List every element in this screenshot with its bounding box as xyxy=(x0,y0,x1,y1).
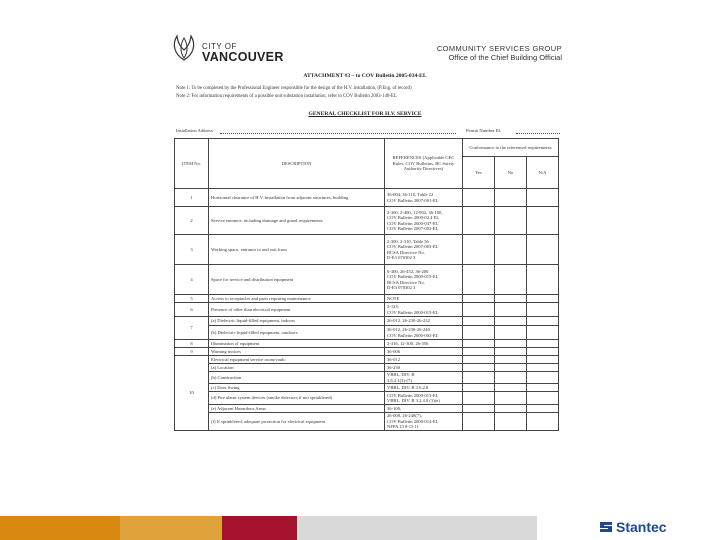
item-description: (c) Door Swing xyxy=(209,384,385,392)
conformance-no-cell[interactable] xyxy=(495,303,527,317)
item-number: 7 xyxy=(175,317,209,340)
note-1: Note 1: To be completed by the Professional Engineer responsible for the design of the H.V. installation, (P.Eng. of record) xyxy=(176,86,412,91)
item-number: 6 xyxy=(175,303,209,317)
note-2: Note 2: For information requirements of a possible unit substation installation, refer to COV Bulletin 2003-148-EL xyxy=(176,93,397,99)
item-number: 2 xyxy=(175,207,209,235)
conformance-na-cell[interactable] xyxy=(527,235,559,265)
conformance-na-cell[interactable] xyxy=(527,364,559,372)
reference-line: 36-100, xyxy=(387,405,402,411)
reference-line: 36-004, 36-110, Table 22 xyxy=(387,192,434,198)
conformance-yes-cell[interactable] xyxy=(463,372,495,384)
item-description: (e) Adjacent Hazardous Areas xyxy=(209,405,385,413)
item-number: 4 xyxy=(175,265,209,295)
item-description: Working space, entrance to and exit from xyxy=(209,235,385,265)
table-row xyxy=(175,295,559,303)
reference-line: 36-012, 26-230-26-240 xyxy=(387,327,430,333)
conformance-no-cell[interactable] xyxy=(495,372,527,384)
item-references xyxy=(385,207,463,235)
table-row xyxy=(175,189,559,207)
footer-bar-gold xyxy=(120,516,222,540)
conformance-yes-cell[interactable] xyxy=(463,340,495,348)
stantec-wordmark: Stantec xyxy=(616,519,667,535)
reference-line: COV Bulletin 2000-013-EL xyxy=(387,392,439,398)
conformance-yes-cell[interactable] xyxy=(463,413,495,431)
item-number: 3 xyxy=(175,235,209,265)
conformance-yes-cell[interactable] xyxy=(463,384,495,392)
permit-label: Permit Number EL xyxy=(466,128,502,133)
conformance-no-cell[interactable] xyxy=(495,340,527,348)
flame-leaf-icon xyxy=(168,32,200,62)
conformance-yes-cell[interactable] xyxy=(463,189,495,207)
reference-line: BCSA Directive No. xyxy=(387,279,425,285)
item-description: Electrical equipment service room/vault: xyxy=(209,356,385,364)
department-heading xyxy=(437,44,562,62)
item-references xyxy=(385,317,463,326)
logo-vancouver-text: VANCOUVER xyxy=(202,50,284,64)
table-row xyxy=(175,348,559,356)
conformance-no-cell[interactable] xyxy=(495,348,527,356)
conformance-na-cell[interactable] xyxy=(527,348,559,356)
item-references xyxy=(385,326,463,340)
reference-line: 3.6.2.1(3)-(7) xyxy=(387,377,412,383)
footer-bar-grey xyxy=(297,516,537,540)
item-references xyxy=(385,356,463,364)
reference-line: 2-316, 12-300, 26-356 xyxy=(387,340,429,346)
table-row xyxy=(175,384,559,392)
conformance-na-cell[interactable] xyxy=(527,356,559,364)
reference-line: BCSA Directive No. xyxy=(387,249,425,255)
table-row xyxy=(175,372,559,384)
footer-bar-red xyxy=(222,516,297,540)
conformance-yes-cell[interactable] xyxy=(463,392,495,405)
conformance-yes-cell[interactable] xyxy=(463,348,495,356)
reference-line: 26-008, 26-248(7), xyxy=(387,413,422,419)
reference-line: 2-123, xyxy=(387,304,399,310)
item-number: 8 xyxy=(175,340,209,348)
item-description: Warning notices xyxy=(209,348,385,356)
reference-line: COV Bulletin 2000-015-EL xyxy=(387,274,439,280)
notes xyxy=(176,85,412,100)
table-row xyxy=(175,317,559,326)
conformance-na-cell[interactable] xyxy=(527,303,559,317)
header-references: REFERENCES (Applicable CEC Rules, COV Bulletins, BC Safety Authority Directives) xyxy=(385,139,463,189)
checklist-body xyxy=(175,189,559,431)
table-row xyxy=(175,356,559,364)
table-row xyxy=(175,207,559,235)
item-references xyxy=(385,384,463,392)
conformance-no-cell[interactable] xyxy=(495,235,527,265)
header-yes: Yes xyxy=(463,157,495,189)
reference-line: NOTE xyxy=(387,295,400,301)
table-row xyxy=(175,265,559,295)
header-no: No xyxy=(495,157,527,189)
reference-line: COV Bulletin 2000-014-EL xyxy=(387,418,439,424)
address-field-line xyxy=(220,133,456,134)
reference-line: VBBL, DIV. B 3.2.4.8 (3)(e) xyxy=(387,398,440,403)
conformance-na-cell[interactable] xyxy=(527,317,559,326)
item-references xyxy=(385,372,463,384)
header-na: N/A xyxy=(527,157,559,189)
conformance-yes-cell[interactable] xyxy=(463,235,495,265)
conformance-yes-cell[interactable] xyxy=(463,326,495,340)
item-description: Illumination of equipment xyxy=(209,340,385,348)
table-row xyxy=(175,392,559,405)
conformance-na-cell[interactable] xyxy=(527,384,559,392)
conformance-yes-cell[interactable] xyxy=(463,295,495,303)
item-description: Presence of other than electrical equipment xyxy=(209,303,385,317)
conformance-na-cell[interactable] xyxy=(527,295,559,303)
item-references xyxy=(385,340,463,348)
conformance-na-cell[interactable] xyxy=(527,207,559,235)
reference-line: 2-300, 2-400, 12-902, 36-100, xyxy=(387,209,443,215)
conformance-no-cell[interactable] xyxy=(495,413,527,431)
logo-city-text: CITY OF xyxy=(202,42,237,51)
document-page xyxy=(168,30,562,510)
conformance-no-cell[interactable] xyxy=(495,295,527,303)
reference-line: 26-012, 26-230-26-232 xyxy=(387,318,430,324)
address-label: Installation Address xyxy=(176,128,213,133)
conformance-yes-cell[interactable] xyxy=(463,317,495,326)
item-number: 9 xyxy=(175,348,209,356)
item-number: 10 xyxy=(175,356,209,431)
conformance-yes-cell[interactable] xyxy=(463,405,495,413)
city-of-vancouver-logo xyxy=(168,30,284,70)
group-name: COMMUNITY SERVICES GROUP xyxy=(436,44,562,53)
reference-line: 2-300, 2-310, Table 56 xyxy=(387,238,429,244)
item-references xyxy=(385,392,463,405)
reference-line: COV Bulletin 2007-003-EL xyxy=(387,244,439,250)
table-row xyxy=(175,364,559,372)
item-references xyxy=(385,189,463,207)
item-description: Access to receptacles and parts requiring maintenance xyxy=(209,295,385,303)
conformance-yes-cell[interactable] xyxy=(463,265,495,295)
table-row xyxy=(175,303,559,317)
table-row xyxy=(175,405,559,413)
item-references xyxy=(385,348,463,356)
header-conformance: Conformance to the referenced requirements xyxy=(463,139,559,157)
header-description: DESCRIPTION xyxy=(209,139,385,189)
item-description: (f) If sprinklered, adequate protection for electrical equipment xyxy=(209,413,385,431)
conformance-no-cell[interactable] xyxy=(495,392,527,405)
item-description: (a) Location xyxy=(209,364,385,372)
conformance-na-cell[interactable] xyxy=(527,265,559,295)
reference-line: COV Bulletin 2000-003-EL xyxy=(387,332,439,338)
conformance-no-cell[interactable] xyxy=(495,384,527,392)
conformance-na-cell[interactable] xyxy=(527,326,559,340)
conformance-na-cell[interactable] xyxy=(527,413,559,431)
reference-line: NFPA 13 8-15.11 xyxy=(387,424,419,430)
item-number: 5 xyxy=(175,295,209,303)
conformance-no-cell[interactable] xyxy=(495,265,527,295)
item-references xyxy=(385,405,463,413)
item-description: Service entrance, including drainage and guard requirements xyxy=(209,207,385,235)
item-description: (b) Dielectric liquid-filled equipment, outdoors xyxy=(209,326,385,340)
checklist-title: GENERAL CHECKLIST FOR H.V. SERVICE xyxy=(308,111,422,117)
conformance-yes-cell[interactable] xyxy=(463,303,495,317)
conformance-na-cell[interactable] xyxy=(527,372,559,384)
footer-bar-orange xyxy=(0,516,120,540)
reference-line: 36-012 xyxy=(387,356,401,362)
conformance-na-cell[interactable] xyxy=(527,340,559,348)
reference-line: VBBL, DIV. B 3.6.2.8 xyxy=(387,384,429,390)
reference-line: D-E3 070302 3 xyxy=(387,254,416,260)
conformance-no-cell[interactable] xyxy=(495,405,527,413)
conformance-no-cell[interactable] xyxy=(495,207,527,235)
item-description: (a) Dielectric liquid-filled equipment, indoors xyxy=(209,317,385,326)
conformance-na-cell[interactable] xyxy=(527,392,559,405)
conformance-no-cell[interactable] xyxy=(495,356,527,364)
item-references xyxy=(385,295,463,303)
item-references xyxy=(385,413,463,431)
item-number: 1 xyxy=(175,189,209,207)
reference-line: COV Bulletin 2000-015-EL xyxy=(387,309,439,315)
reference-line: 36-230 xyxy=(387,364,401,370)
table-row xyxy=(175,326,559,340)
item-references xyxy=(385,265,463,295)
conformance-yes-cell[interactable] xyxy=(463,364,495,372)
checklist-table xyxy=(174,138,559,431)
attachment-title: ATTACHMENT #3 – to COV Bulletin 2005-034-EL xyxy=(303,73,427,79)
reference-line: COV Bulletin 2007-001-EL xyxy=(387,197,439,203)
item-description: (b) Construction xyxy=(209,372,385,384)
header-item: ITEM No. xyxy=(175,139,209,189)
conformance-na-cell[interactable] xyxy=(527,405,559,413)
conformance-yes-cell[interactable] xyxy=(463,356,495,364)
permit-field-line xyxy=(516,133,560,134)
conformance-no-cell[interactable] xyxy=(495,364,527,372)
table-row xyxy=(175,413,559,431)
item-references xyxy=(385,235,463,265)
reference-line: COV Bulletin 2000-037-EL xyxy=(387,220,439,226)
reference-line: COV Bulletin 2000-02.4 EL xyxy=(387,215,440,221)
conformance-na-cell[interactable] xyxy=(527,189,559,207)
office-name: Office of the Chief Building Official xyxy=(448,53,562,62)
reference-line: 6-300, 26-452, 36-200 xyxy=(387,268,429,274)
table-row xyxy=(175,340,559,348)
conformance-yes-cell[interactable] xyxy=(463,207,495,235)
stantec-mark-icon xyxy=(598,519,614,535)
item-description: (d) Fire alarm system devices (smoke detectors if not sprinklered) xyxy=(209,392,385,405)
item-references xyxy=(385,303,463,317)
conformance-no-cell[interactable] xyxy=(495,317,527,326)
reference-line: VBBL, DIV. B xyxy=(387,372,415,378)
reference-line: 36-006 xyxy=(387,348,401,354)
reference-line: COV Bulletin 2007-002-EL xyxy=(387,225,439,231)
conformance-no-cell[interactable] xyxy=(495,189,527,207)
item-description: Space for service and distribution equipment xyxy=(209,265,385,295)
item-description: Horizontal clearance of H.V. installation from adjacent structures, building xyxy=(209,189,385,207)
conformance-no-cell[interactable] xyxy=(495,326,527,340)
item-references xyxy=(385,364,463,372)
reference-line: D-E3 070302 3 xyxy=(387,284,416,290)
table-row xyxy=(175,235,559,265)
